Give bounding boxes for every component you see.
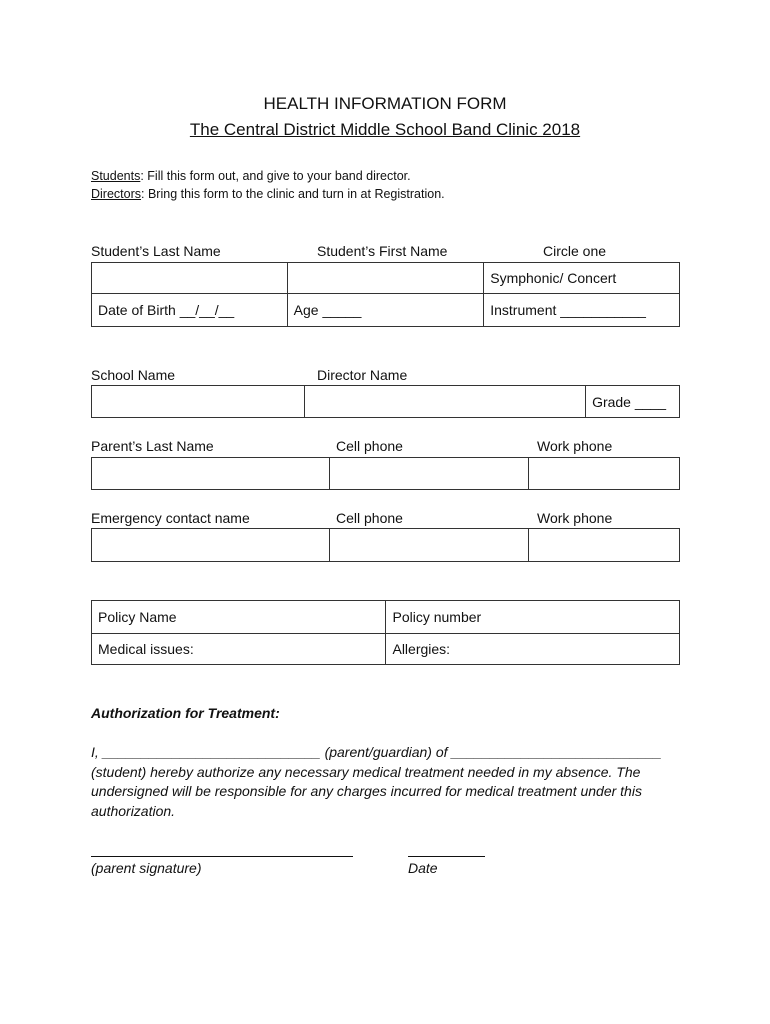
age-field[interactable]: Age _____ — [287, 294, 484, 327]
students-instruction — [91, 169, 411, 183]
authorization-line-4: authorization. — [91, 802, 176, 819]
emergency-cell-phone-label: Cell phone — [336, 510, 403, 526]
parent-cell-phone-field[interactable] — [329, 458, 529, 490]
table-row — [92, 263, 680, 294]
emergency-work-phone-field[interactable] — [529, 529, 680, 562]
directors-text: : Bring this form to the clinic and turn in at Registration. — [141, 187, 445, 201]
parent-info-table — [91, 457, 680, 490]
insurance-table — [91, 600, 680, 665]
instrument-field[interactable]: Instrument ___________ — [484, 294, 680, 327]
allergies-field[interactable]: Allergies: — [386, 634, 680, 665]
director-name-field[interactable] — [304, 386, 585, 418]
table-row — [92, 294, 680, 327]
policy-number-field[interactable]: Policy number — [386, 601, 680, 634]
table-row — [92, 529, 680, 562]
authorization-paragraph — [91, 743, 691, 821]
authorization-line-3: undersigned will be responsible for any charges incurred for medical treatment under this — [91, 783, 642, 799]
directors-instruction — [91, 187, 445, 201]
parent-work-phone-field[interactable] — [529, 458, 680, 490]
authorization-line-2: (student) hereby authorize any necessary medical treatment needed in my absence. The — [91, 763, 641, 780]
medical-issues-field[interactable]: Medical issues: — [92, 634, 386, 665]
table-row — [92, 601, 680, 634]
parent-work-phone-label: Work phone — [537, 438, 613, 454]
first-name-label: Student’s First Name — [317, 243, 448, 259]
date-label: Date — [408, 860, 438, 876]
authorization-line-1: I, ____________________________ (parent/guardian) of ___________________________ — [91, 744, 662, 760]
parent-last-name-field[interactable] — [92, 458, 330, 490]
directors-label: Directors — [91, 187, 142, 201]
date-line[interactable] — [408, 856, 485, 857]
table-row — [92, 634, 680, 665]
students-label: Students — [91, 169, 141, 183]
school-name-label: School Name — [91, 367, 176, 383]
last-name-label: Student’s Last Name — [91, 243, 221, 259]
table-row — [92, 386, 680, 418]
form-subtitle: The Central District Middle School Band Clinic 2018 — [189, 120, 581, 139]
director-name-label: Director Name — [317, 367, 408, 383]
authorization-heading: Authorization for Treatment: — [91, 705, 280, 721]
school-name-field[interactable] — [92, 386, 305, 418]
policy-name-field[interactable]: Policy Name — [92, 601, 386, 634]
student-info-table — [91, 262, 680, 327]
ensemble-choice[interactable]: Symphonic/ Concert — [484, 263, 680, 294]
table-row — [92, 458, 680, 490]
last-name-field[interactable] — [92, 263, 288, 294]
circle-one-label: Circle one — [543, 243, 607, 259]
signature-label: (parent signature) — [91, 860, 202, 876]
emergency-info-table — [91, 528, 680, 562]
emergency-work-phone-label: Work phone — [537, 510, 613, 526]
form-title: HEALTH INFORMATION FORM — [263, 94, 507, 113]
emergency-contact-field[interactable] — [92, 529, 330, 562]
date-of-birth-field[interactable]: Date of Birth __/__/__ — [92, 294, 288, 327]
emergency-cell-phone-field[interactable] — [329, 529, 529, 562]
parent-last-name-label: Parent’s Last Name — [91, 438, 214, 454]
signature-line[interactable] — [91, 856, 353, 857]
school-info-table — [91, 385, 680, 418]
emergency-contact-label: Emergency contact name — [91, 510, 250, 526]
first-name-field[interactable] — [287, 263, 484, 294]
grade-field[interactable]: Grade ____ — [586, 386, 680, 418]
students-text: : Fill this form out, and give to your band director. — [140, 169, 411, 183]
parent-cell-phone-label: Cell phone — [336, 438, 403, 454]
